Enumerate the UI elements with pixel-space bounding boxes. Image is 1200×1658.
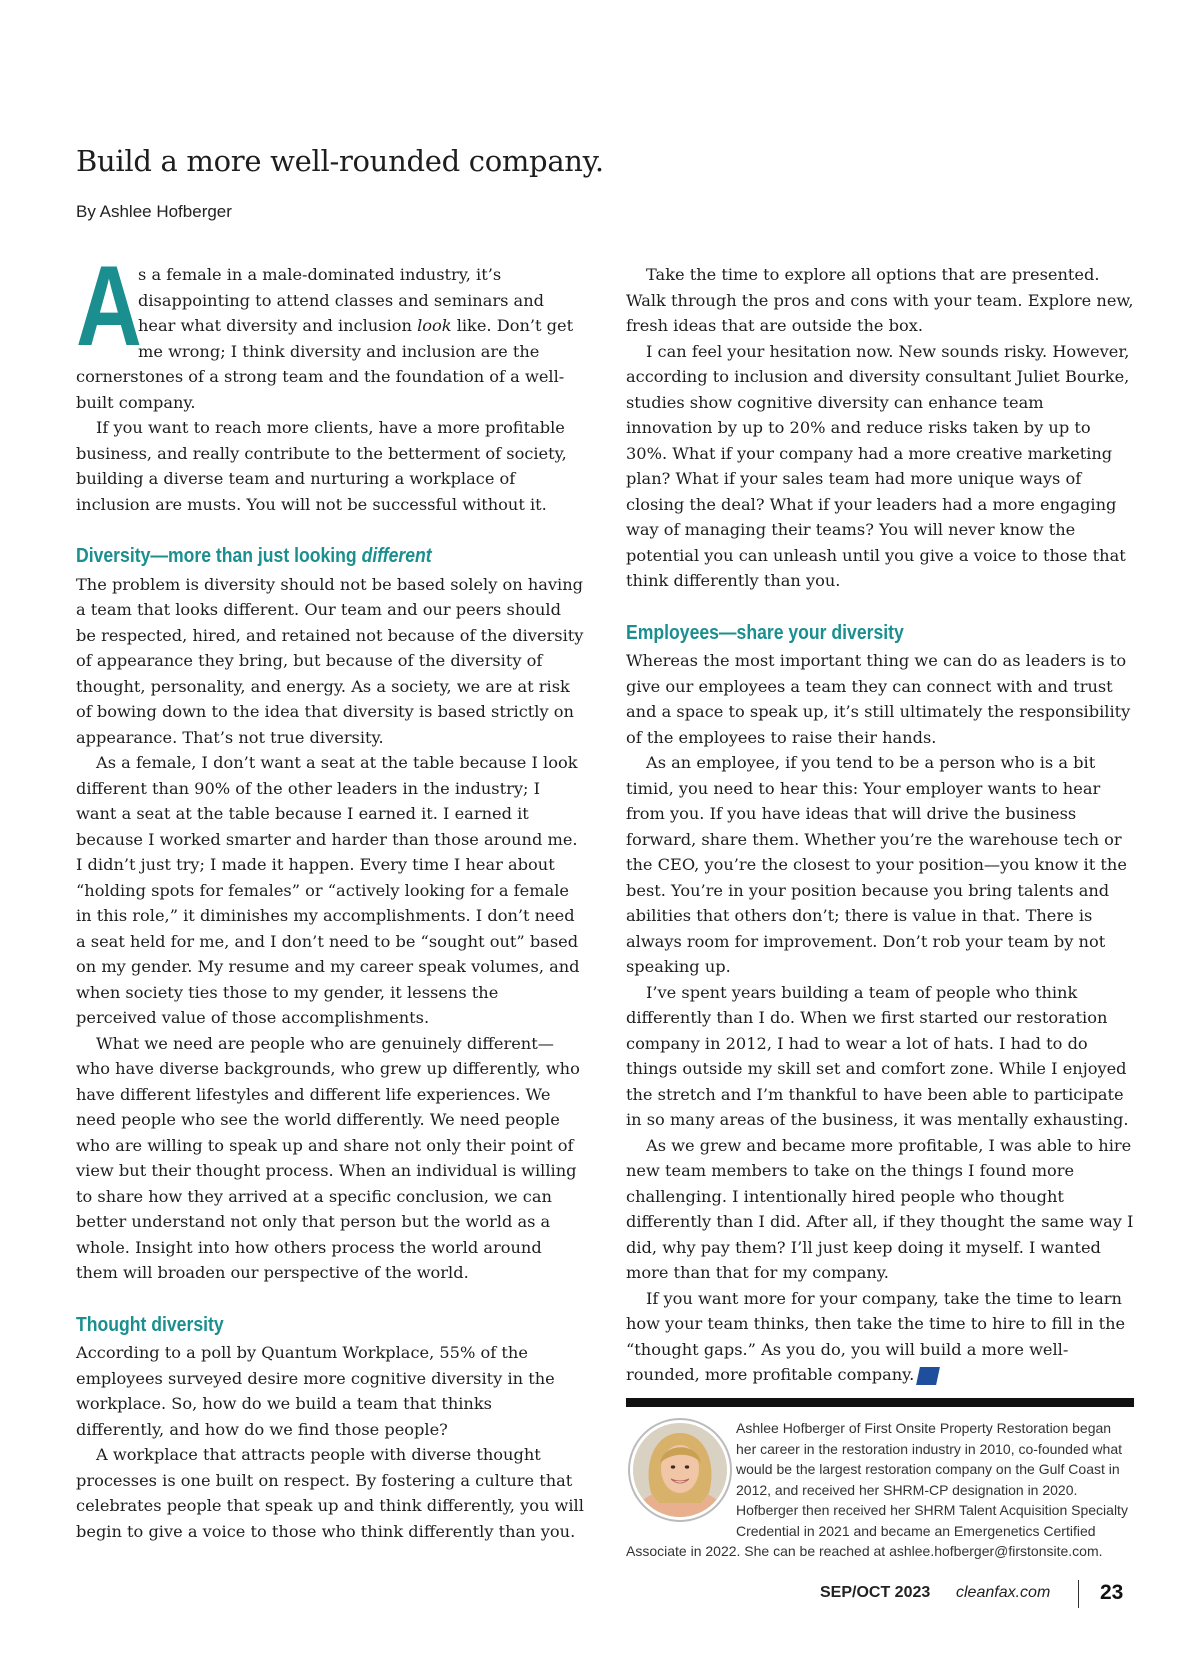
closing-text: If you want more for your company, take the time to learn how your team thinks, then take the time to hire to fill in the “thought gaps.” As you do, you will build a more well-rounded, more profitable company.	[626, 1288, 1126, 1384]
byline: By Ashlee Hofberger	[76, 202, 232, 221]
intro-paragraph	[76, 243, 584, 415]
right-column	[626, 262, 1134, 1388]
bio-photo-spacer	[626, 1418, 736, 1522]
body-paragraph: As a female, I don’t want a seat at the table because I look different than 90% of the other leaders in the industry; I want a seat at the table because I earned it. I earned it because I worked smarter and harder than those around me. I didn’t just try; I made it happen. Every time I hear about “holding spots for females” or “actively looking for a female in this role,” it diminishes my accomplishments. I don’t need a seat held for me, and I don’t need to be “sought out” based on my gender. My resume and my career speak volumes, and when society ties those to my gender, it lessens the perceived value of those accomplishments.	[76, 753, 580, 1027]
intro-text-end: like. Don’t get me wrong; I think diversity and inclusion are the cornerstones of a strong team and the foundation of a well-built company.	[76, 316, 574, 412]
body-paragraph: What we need are people who are genuinely different—who have diverse backgrounds, who grew up differently, who have different lifestyles and different life experiences. We need people who see the world differently. We need people who are willing to speak up and share not only their point of view but their thought process. When an individual is willing to share how they arrived at a specific conclusion, we can better understand not only that person but the world as a whole. Insight into how others process the world around them will broaden our perspective of the world.	[76, 1033, 580, 1282]
body-paragraph: As an employee, if you tend to be a person who is a bit timid, you need to hear this: Your employer wants to hear from you. If you have ideas that will drive the business forward, share them. Whether you’re the warehouse tech or the CEO, you’re the closest to your position—you know it the best. You’re in your position because you bring talents and abilities that others don’t; there is value in that. There is always room for improvement. Don’t rob your team by not speaking up.	[626, 753, 1127, 976]
issue-date: SEP/OCT 2023	[820, 1584, 931, 1601]
bio-text: Ashlee Hofberger of First Onsite Property Restoration began her career in the restoration industry in 2010, co-founded what would be the largest restoration company on the Gulf Coast in 2012, and received her SHRM-CP designation in 2020. Hofberger then received her SHRM Talent Acquisition Specialty Credential in 2021 and became an Emergenetics Certified Associate in 2022. She can be reached at ashlee.hofberger@firstonsite.com.	[626, 1420, 1128, 1559]
section-heading-text: Diversity—more than just looking	[76, 545, 362, 567]
intro-italic-word: look	[417, 316, 452, 335]
body-paragraph	[626, 1286, 1134, 1388]
body-paragraph: Whereas the most important thing we can do as leaders is to give our employees a team they can connect with and trust and a space to speak up, it’s still ultimately the responsibility of the employees to raise their hands.	[626, 651, 1131, 747]
drop-cap: A	[76, 243, 142, 370]
bio-divider	[626, 1398, 1134, 1407]
body-paragraph: Take the time to explore all options that are presented. Walk through the pros and cons with your team. Explore new, fresh ideas that are outside the box.	[626, 265, 1134, 335]
body-paragraph: The problem is diversity should not be based solely on having a team that looks different. Our team and our peers should be respected, hired, and retained not because of the diversity of appearance they bring, but because of the diversity of thought, personality, and energy. As a society, we are at risk of bowing down to the idea that diversity is based strictly on appearance. That’s not true diversity.	[76, 574, 584, 747]
body-paragraph: I’ve spent years building a team of people who think differently than I do. When we first started our restoration company in 2012, I had to wear a lot of hats. I had to do things outside my skill set and comfort zone. While I enjoyed the stretch and I’m thankful to have been able to participate in so many areas of the business, it was mentally exhausting.	[626, 982, 1129, 1129]
body-paragraph: A workplace that attracts people with diverse thought processes is one built on respect. By fostering a culture that celebrates people that speak up and think differently, you will begin to give a voice to those who think differently than you.	[76, 1445, 584, 1541]
article-title: Build a more well-rounded company.	[76, 144, 604, 178]
body-paragraph: According to a poll by Quantum Workplace, 55% of the employees surveyed desire more cognitive diversity in the workplace. So, how do we build a team that thinks differently, and how do we find those people?	[76, 1343, 555, 1439]
intro-text: s a female in a male-dominated industry, it’s disappointing to attend classes and seminars and hear what diversity and inclusion	[138, 265, 544, 335]
body-paragraph: I can feel your hesitation now. New sounds risky. However, according to inclusion and diversity consultant Juliet Bourke, studies show cognitive diversity can enhance team innovation by up to 20% and reduce risks taken by up to 30%. What if your company had a more creative marketing plan? What if your sales team had more unique ways of closing the deal? What if your leaders had a more engaging way of managing their teams? You will never know the potential you can unleash until you give a voice to those that think differently than you.	[626, 341, 1130, 590]
footer-divider	[1078, 1580, 1079, 1608]
page-number: 23	[1100, 1581, 1124, 1604]
left-column	[76, 243, 584, 1544]
page-footer	[760, 1580, 1132, 1610]
section-heading-diversity	[76, 544, 523, 570]
section-heading-italic: different	[361, 545, 432, 567]
body-paragraph: If you want to reach more clients, have a more profitable business, and really contribute to the betterment of society, building a diverse team and nurturing a workplace of inclusion are musts. You will not be successful without it.	[76, 418, 567, 514]
author-bio	[626, 1418, 1134, 1562]
cleanfax-end-mark-icon: CF	[916, 1367, 940, 1385]
section-heading-employees: Employees—share your diversity	[626, 621, 904, 644]
body-paragraph: As we grew and became more profitable, I was able to hire new team members to take on the things I found more challenging. I intentionally hired people who thought differently than I did. After all, if they thought the same way I did, why pay them? I’ll just keep doing it myself. I wanted more than that for my company.	[626, 1135, 1134, 1282]
section-heading-thought: Thought diversity	[76, 1313, 224, 1336]
site-name: cleanfax.com	[956, 1584, 1051, 1601]
